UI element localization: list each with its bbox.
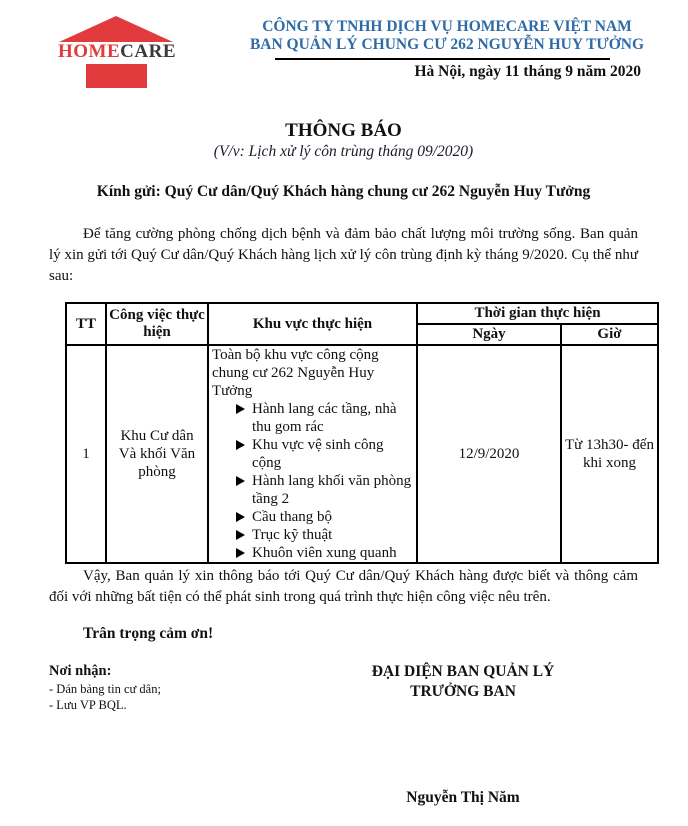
place-date-line: Hà Nội, ngày 11 tháng 9 năm 2020 [414,63,641,80]
logo-text-care: CARE [120,41,177,62]
company-name-line2: BAN QUẢN LÝ CHUNG CƯ 262 NGUYỄN HUY TƯỞNG [249,36,645,53]
salutation-line: Kính gửi: Quý Cư dân/Quý Khách hàng chung cư 262 Nguyễn Huy Tưởng [96,183,591,200]
area-bullet-text: Cầu thang bộ [252,509,332,525]
arrow-bullet-icon [236,476,245,486]
arrow-bullet-icon [236,548,245,558]
area-bullet-text: Khuôn viên xung quanh [252,545,397,561]
logo-roof-triangle-icon [59,16,173,42]
closing-paragraph: Vậy, Ban quản lý xin thông báo tới Quý Cư dân/Quý Khách hàng được biết và thông cảm đối với những bất tiện có thể phát sinh trong quá trình thực hiện công việc nêu trên. [49,568,638,605]
area-bullet-text: Trục kỹ thuật [252,527,333,543]
document-body [0,120,688,807]
table-row [66,345,658,563]
area-intro: Toàn bộ khu vực công cộng chung cư 262 Nguyễn Huy Tưởng [212,347,379,399]
col-header-hour: Giờ [561,324,658,345]
thanks-line: Trân trọng cảm ơn! [83,625,214,642]
cell-date: 12/9/2020 [417,345,561,563]
document-subject: (V/v: Lịch xử lý côn trùng tháng 09/2020) [213,143,474,160]
header-text-block [222,18,672,81]
col-header-tt: TT [66,303,106,345]
list-item [236,436,413,472]
recipient-item: - Dán bảng tin cư dân; [49,682,161,696]
cell-area [208,345,417,563]
list-item [236,508,413,526]
document-header [0,0,688,104]
recipient-item: - Lưu VP BQL. [49,698,127,712]
col-header-date: Ngày [417,324,561,345]
area-bullet-text: Khu vực vệ sinh công cộng [252,437,384,471]
col-header-time: Thời gian thực hiện [417,303,658,324]
logo-text-home: HOME [58,41,121,62]
col-header-task: Công việc thực hiện [106,303,208,345]
arrow-bullet-icon [236,404,245,414]
logo-house-body-icon [86,64,147,88]
company-name-line1: CÔNG TY TNHH DỊCH VỤ HOMECARE VIỆT NAM [262,18,632,35]
area-bullet-text: Hành lang các tầng, nhà thu gom rác [252,401,397,435]
arrow-bullet-icon [236,530,245,540]
col-header-area: Khu vực thực hiện [208,303,417,345]
arrow-bullet-icon [236,512,245,522]
representative-block [313,662,613,713]
document-title: THÔNG BÁO [285,120,402,141]
representative-role: TRƯỞNG BAN [410,683,516,700]
representative-title: ĐẠI DIỆN BAN QUẢN LÝ [371,663,555,680]
list-item [236,526,413,544]
list-item [236,544,413,562]
area-bullet-list [212,400,413,562]
recipients-block [49,662,279,713]
intro-paragraph: Để tăng cường phòng chống dịch bệnh và đảm bảo chất lượng môi trường sống. Ban quản lý xin gửi tới Quý Cư dân/Quý Khách hàng lịch xử lý côn trùng định kỳ tháng 9/2020. Cụ thể như sau: [49,226,638,284]
table-header-row-1 [66,303,658,324]
list-item [236,472,413,508]
arrow-bullet-icon [236,440,245,450]
area-bullet-text: Hành lang khối văn phòng tầng 2 [252,473,412,507]
footer-row [49,662,638,713]
list-item [236,400,413,436]
cell-tt: 1 [66,345,106,563]
cell-task: Khu Cư dân Và khối Văn phòng [106,345,208,563]
logo-wordmark [58,41,177,62]
cell-hour: Từ 13h30- đến khi xong [561,345,658,563]
signer-name: Nguyễn Thị Năm [406,789,520,806]
recipients-label: Nơi nhận: [49,663,112,679]
schedule-table [65,302,659,564]
header-divider-rule [275,58,610,60]
homecare-logo [58,16,177,88]
